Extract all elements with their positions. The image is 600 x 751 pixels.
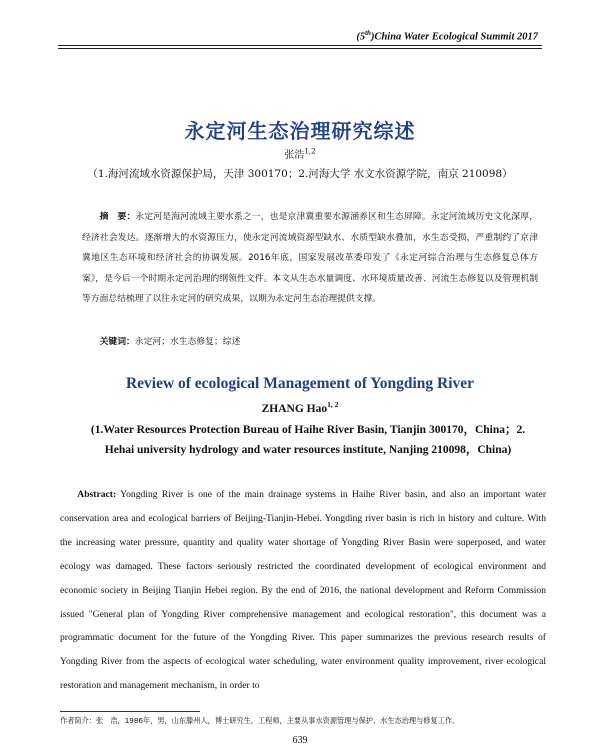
header-superscript: th	[365, 29, 371, 37]
author-bio-footnote: 作者简介：张 浩，1986年，男，山东滕州人，博士研究生，工程师，主要从事水资源管理与保护、水生态治理与修复工作。	[60, 716, 460, 725]
header-prefix: (5	[356, 31, 366, 43]
english-author-superscript: 1, 2	[327, 400, 339, 409]
chinese-abstract	[82, 207, 538, 310]
running-header	[356, 29, 538, 43]
english-title: Review of ecological Management of Yongding River	[125, 375, 475, 392]
chinese-keywords	[82, 334, 538, 347]
english-abstract-text: Yongding River is one of the main drainage systems in Haihe River basin, and also an important water conservation area and ecological barriers of Beijing-Tianjin-Hebei. Yongding river basin is rich in history and culture. With the increasing water pressure, quantity and quality water shortage of Yongding River Basin were superposed, and water ecology was damaged. These factors seriously restricted the coordinated development of ecological environment and economic society in Beijing Tianjin Hebei region. By the end of 2016, the national development and Reform Commission issued "General plan of Yongding River comprehensive management and ecological restoration", this document was a programmatic document for the future of the Yongding River. This paper summarizes the previous research results of Yongding River from the aspects of ecological water scheduling, water environment quality improvement, river ecological restoration and management mechanism, in order to	[60, 489, 547, 692]
chinese-author	[0, 146, 600, 161]
chinese-author-name: 张浩	[284, 150, 305, 161]
english-author-name: ZHANG Hao	[261, 402, 328, 415]
chinese-keywords-label: 关键词：	[99, 337, 135, 347]
chinese-title: 永定河生态治理研究综述	[184, 119, 416, 143]
chinese-abstract-label: 摘 要：	[99, 212, 136, 222]
header-rule-thin	[58, 48, 542, 49]
english-affiliation: (1.Water Resources Protection Bureau of Haihe River Basin, Tianjin 300170，China；2. Hehai university hydrology and water resources institute, Nanjing 210098，China)	[90, 424, 526, 456]
english-author	[0, 400, 600, 415]
footnote-rule	[60, 711, 200, 712]
header-rule	[58, 45, 542, 46]
english-abstract-label: Abstract:	[77, 489, 117, 500]
chinese-author-superscript: 1,2	[304, 147, 316, 156]
english-abstract	[60, 483, 546, 698]
chinese-abstract-text: 永定河是海河流域主要水系之一，也是京津冀重要水源涵养区和生态屏障。永定河流域历史文化深厚，经济社会发达。逐渐增大的水资源压力，使永定河流域资源型缺水、水质型缺水叠加，水生态受损，严重制约了京津冀地区生态环境和经济社会的协调发展。2016年底，国家发展改革委印发了《永定河综合治理与生态修复总体方案》，是今后一个时期永定河治理的纲领性文件。本文从生态水量调度、水环境质量改善、河流生态修复以及管理机制等方面总结梳理了以往永定河的研究成果，以期为永定河生态治理提供支撑。	[82, 212, 538, 304]
header-suffix: )China Water Ecological Summit 2017	[370, 31, 538, 43]
chinese-affiliation: （1.海河流域水资源保护局，天津 300170；2.河海大学 水文水资源学院，南京 210098）	[87, 168, 513, 180]
chinese-keywords-text: 永定河；水生态修复；综述	[134, 337, 241, 347]
page-number: 639	[292, 735, 308, 746]
